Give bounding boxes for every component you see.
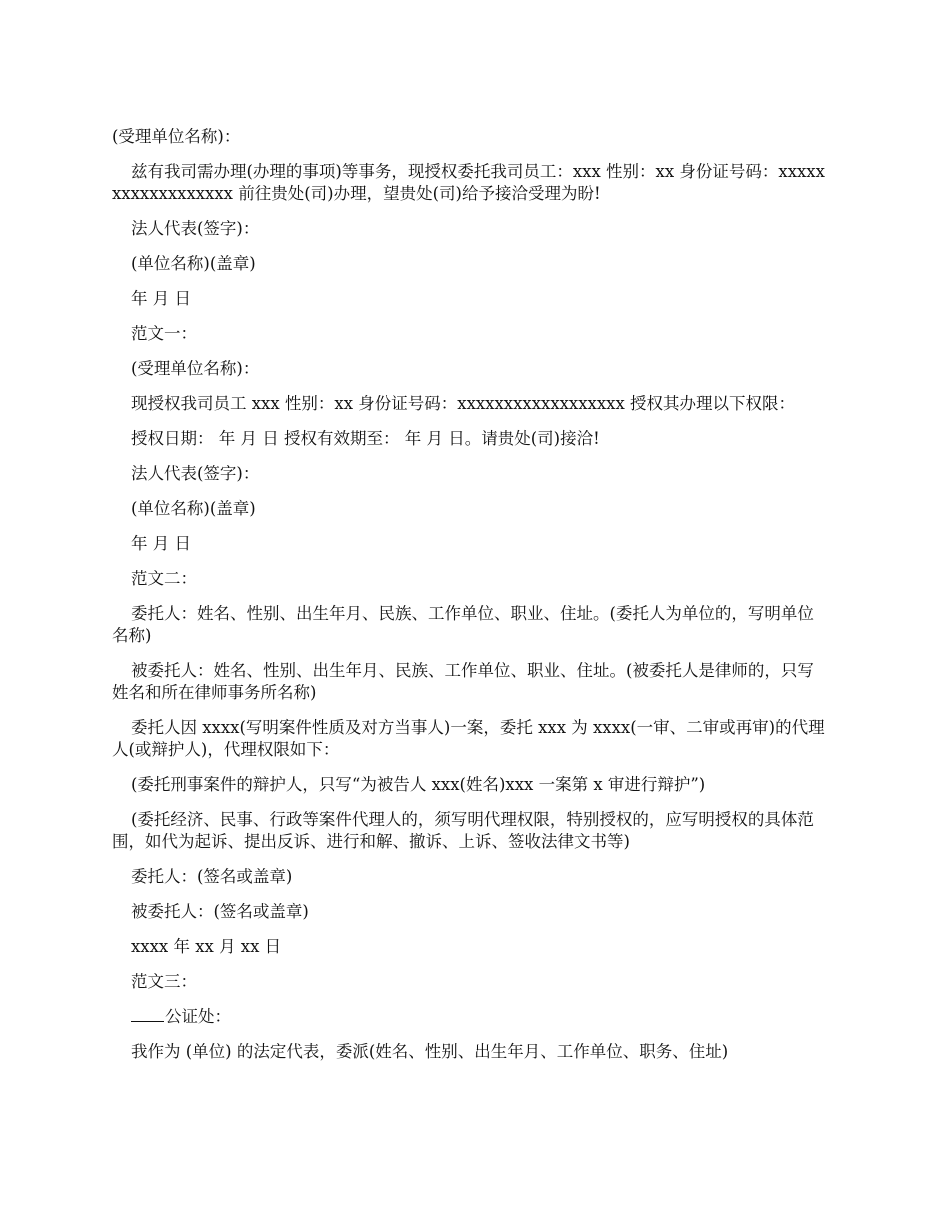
legal-rep-signature-line: 法人代表(签字)： [131,464,260,483]
principal-signature-line: 委托人：(签名或盖章) [131,867,293,886]
date-line: xxxx 年 xx 月 xx 日 [131,937,282,956]
criminal-note-paragraph: (委托刑事案件的辩护人，只写“为被告人 xxx(姓名)xxx 一案第 x 审进行辩护”) [131,775,706,794]
recipient-line: (受理单位名称)： [112,127,241,146]
agent-signature-line: 被委托人：(签名或盖章) [131,902,309,921]
date-line: 年 月 日 [131,534,191,553]
legal-rep-signature-line: 法人代表(签字)： [131,219,260,238]
notary-office-label: 公证处： [165,1007,231,1026]
civil-note-paragraph: (委托经济、民事、行政等案件代理人的，须写明代理权限，特别授权的，应写明授权的具体范围，如代为起诉、提出反诉、进行和解、撤诉、上诉、签收法律文书等) [112,810,814,851]
recipient-line: (受理单位名称)： [131,359,260,378]
agent-paragraph: 被委托人：姓名、性别、出生年月、民族、工作单位、职业、住址。(被委托人是律师的，只写姓名和所在律师事务所名称) [112,661,814,702]
section-heading-sample-3: 范文三： [131,972,197,991]
unit-seal-line: (单位名称)(盖章) [131,254,256,273]
notary-office-line [112,1006,830,1028]
authorization-paragraph: 现授权我司员工 xxx 性别：xx 身份证号码：xxxxxxxxxxxxxxxxxx 授权其办理以下权限： [131,394,796,413]
date-line: 年 月 日 [131,289,191,308]
document-body [112,126,830,1076]
fill-in-blank [131,1007,164,1022]
case-paragraph: 委托人因 xxxx(写明案件性质及对方当事人)一案，委托 xxx 为 xxxx(一审、二审或再审)的代理人(或辩护人)，代理权限如下： [112,718,825,759]
legal-representative-paragraph: 我作为 (单位) 的法定代表，委派(姓名、性别、出生年月、工作单位、职务、住址) [131,1042,729,1061]
principal-paragraph: 委托人：姓名、性别、出生年月、民族、工作单位、职业、住址。(委托人为单位的，写明单位名称) [112,604,814,645]
section-heading-sample-2: 范文二： [131,569,197,588]
authorization-paragraph: 兹有我司需办理(办理的事项)等事务，现授权委托我司员工：xxx 性别：xx 身份证号码：xxxxxxxxxxxxxxxxxx 前往贵处(司)办理，望贵处(司)给予接洽受理为盼! [112,162,825,203]
unit-seal-line: (单位名称)(盖章) [131,499,256,518]
authorization-period-line: 授权日期： 年 月 日 授权有效期至： 年 月 日。请贵处(司)接洽! [131,429,600,448]
section-heading-sample-1: 范文一： [131,324,197,343]
